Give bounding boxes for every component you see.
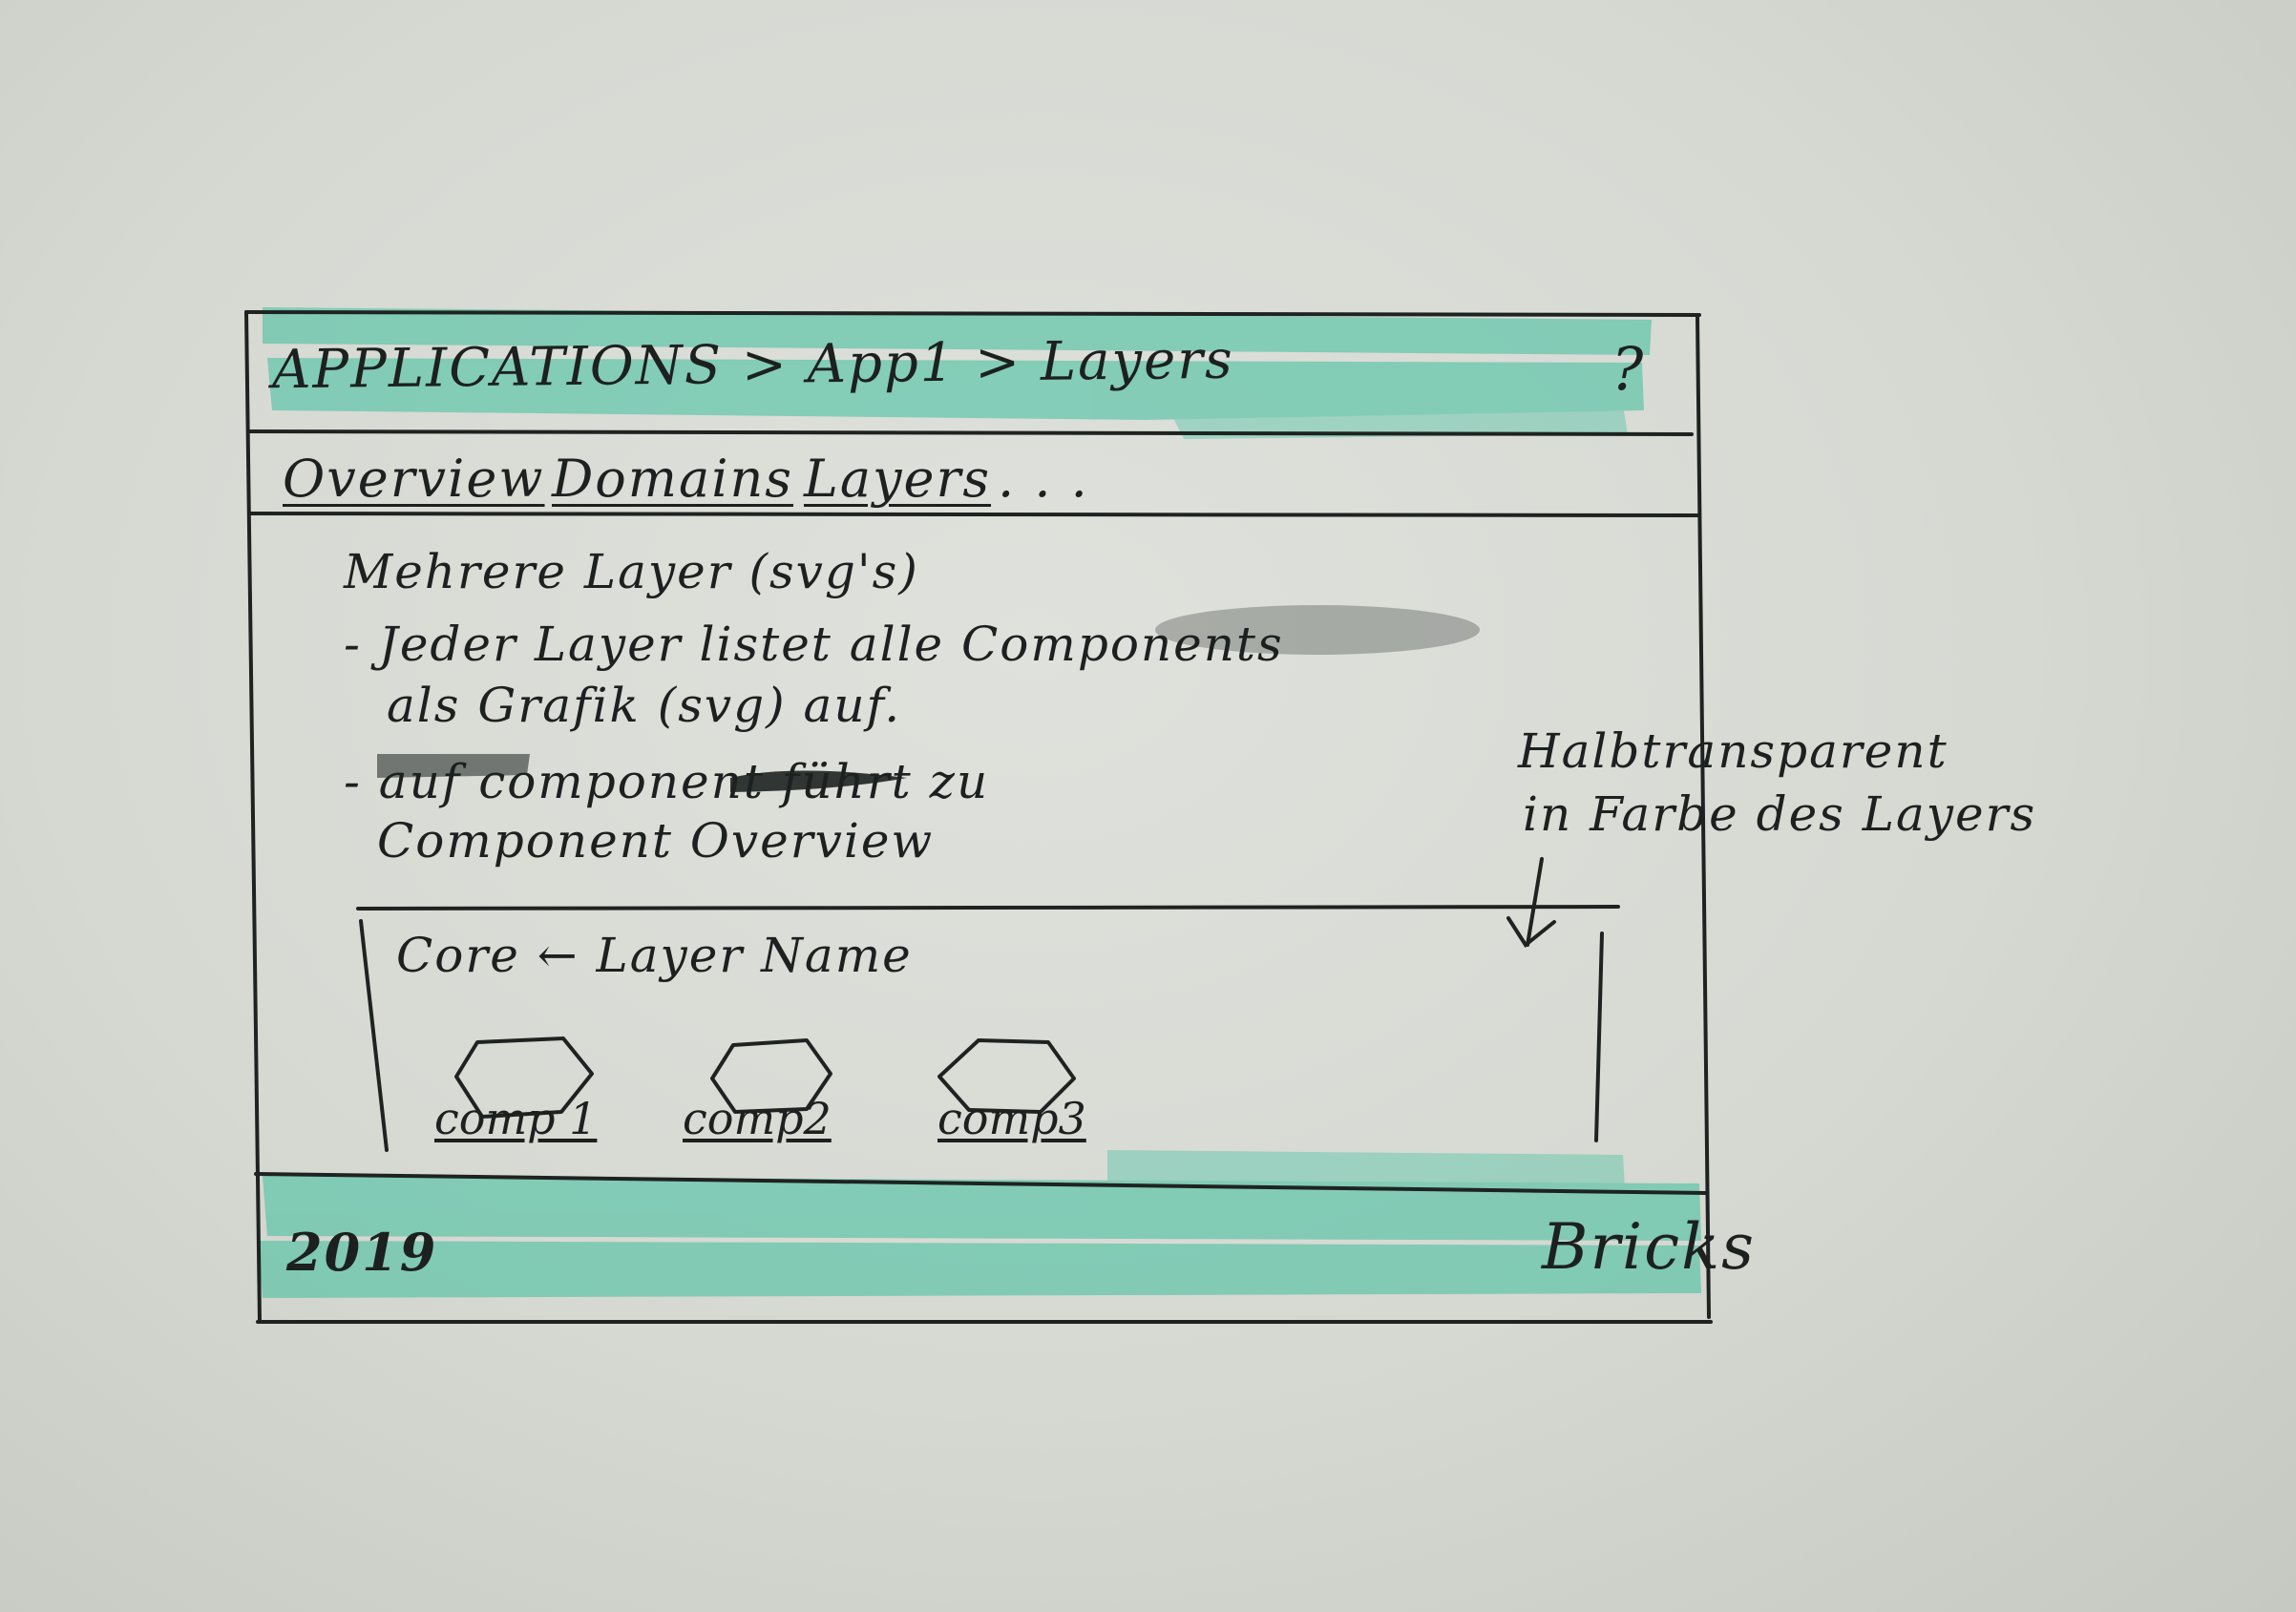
component-3-label[interactable]: comp3 — [937, 1093, 1086, 1144]
footer-year: 2019 — [286, 1222, 438, 1283]
notes-title: Mehrere Layer (svg's) — [344, 544, 919, 599]
note-item-1-line-1: - Jeder Layer listet alle Components — [344, 617, 1284, 672]
layer-name: Core ← Layer Name — [396, 928, 913, 983]
tab-domains[interactable]: Domains — [552, 449, 793, 509]
help-icon[interactable]: ? — [1611, 334, 1646, 404]
tab-layers[interactable]: Layers — [804, 449, 992, 509]
note-item-1-line-2: als Grafik (svg) auf. — [387, 678, 902, 733]
tab-more[interactable]: . . . — [998, 449, 1089, 509]
note-item-2-line-1: - auf component führt zu — [344, 754, 990, 809]
footer-highlight — [258, 1150, 1701, 1298]
note-item-2-line-2: Component Overview — [377, 813, 935, 869]
footer-brand: Bricks — [1542, 1210, 1756, 1284]
annotation-arrow — [1508, 859, 1554, 945]
breadcrumb: APPLICATIONS > App1 > Layers — [271, 328, 1235, 402]
annotation-line-1: Halbtransparent — [1518, 723, 1948, 779]
tab-overview[interactable]: Overview — [283, 449, 545, 509]
component-1-label[interactable]: comp 1 — [434, 1093, 598, 1144]
component-2-label[interactable]: comp2 — [683, 1093, 832, 1144]
annotation-line-2: in Farbe des Layers — [1523, 786, 2037, 842]
